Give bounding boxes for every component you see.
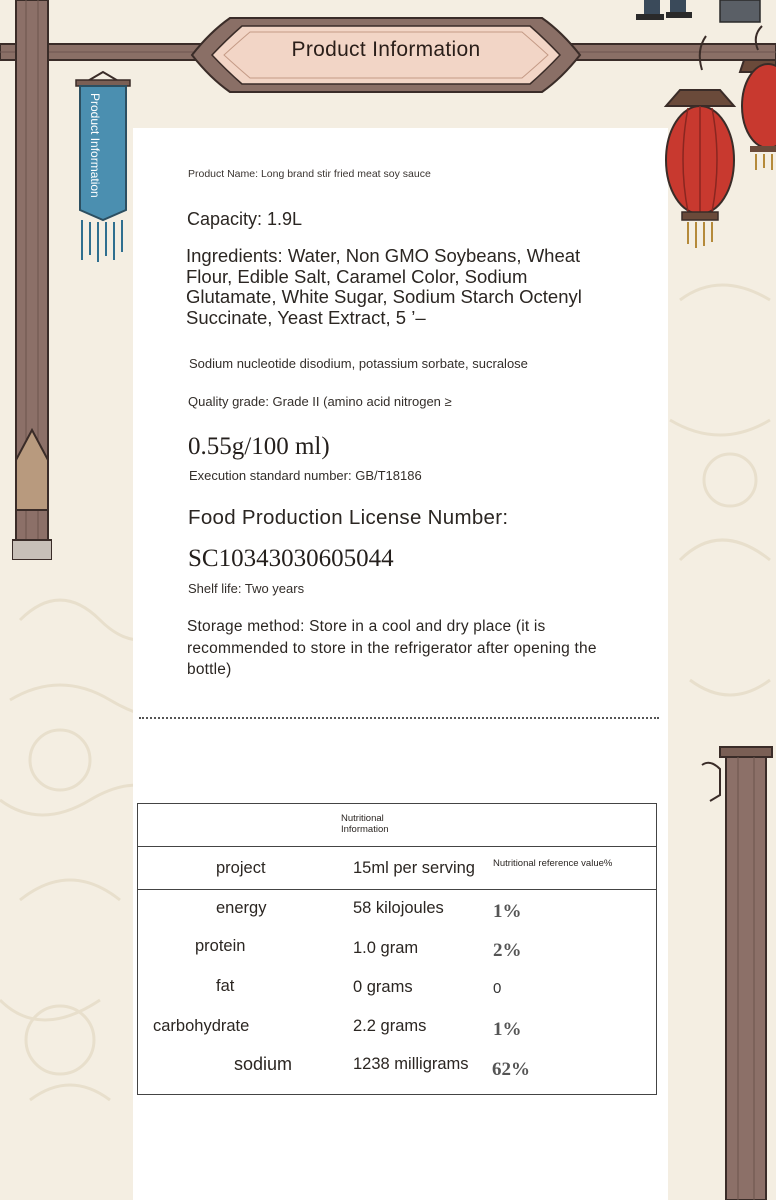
license-label: Food Production License Number: [188,506,509,529]
row-protein-name: protein [195,937,246,955]
table-divider [138,889,656,890]
nutrition-table [137,803,657,1095]
row-energy-amount: 58 kilojoules [353,899,444,917]
header-serving: 15ml per serving [353,859,475,877]
execution-standard: Execution standard number: GB/T18186 [189,468,422,483]
row-sodium-name: sodium [234,1054,293,1074]
row-carbohydrate-name: carbohydrate [153,1017,250,1035]
storage-method: Storage method: Store in a cool and dry place (it is recommended to store in the refrigerator after opening the bottle) [187,618,597,678]
red-lanterns [650,0,776,260]
figures-silhouette [630,0,776,30]
page-title: Product Information [291,38,481,61]
row-fat-name: fat [216,977,235,995]
quality-value: 0.55g/100 ml) [188,433,330,460]
quality-grade: Quality grade: Grade II (amino acid nitrogen ≥ [188,394,452,409]
row-protein-nrv: 2% [493,940,522,961]
table-divider [138,846,656,847]
row-protein-amount: 1.0 gram [353,939,419,957]
row-sodium-amount: 1238 milligrams [353,1055,469,1073]
banner-label: Product Information [88,93,102,198]
row-fat-nrv: 0 [493,980,502,997]
row-carbohydrate-nrv: 1% [493,1019,522,1040]
row-carbohydrate-amount: 2.2 grams [353,1017,427,1035]
ingredients-continued: Sodium nucleotide disodium, potassium sorbate, sucralose [189,356,528,371]
right-wooden-post [700,745,776,1200]
row-fat-amount: 0 grams [353,978,413,996]
ingredients: Ingredients: Water, Non GMO Soybeans, Wheat Flour, Edible Salt, Caramel Color, Sodium Glutamate, White Sugar, Sodium Starch Octenyl Succinate, Yeast Extract, 5 ’– [186,245,582,328]
header-reference: Nutritional reference value% [493,858,613,869]
capacity: Capacity: 1.9L [187,209,303,229]
dotted-divider [139,717,659,719]
license-number: SC10343030605044 [188,545,394,572]
nutrition-title: Nutritional Information [341,813,389,835]
product-name: Product Name: Long brand stir fried meat soy sauce [188,168,431,180]
hanging-banner [72,70,134,265]
header-project: project [216,859,266,877]
row-sodium-nrv: 62% [492,1059,530,1080]
row-energy-nrv: 1% [493,901,522,922]
shelf-life: Shelf life: Two years [188,581,305,596]
row-energy-name: energy [216,899,267,917]
left-wooden-post [12,0,52,560]
